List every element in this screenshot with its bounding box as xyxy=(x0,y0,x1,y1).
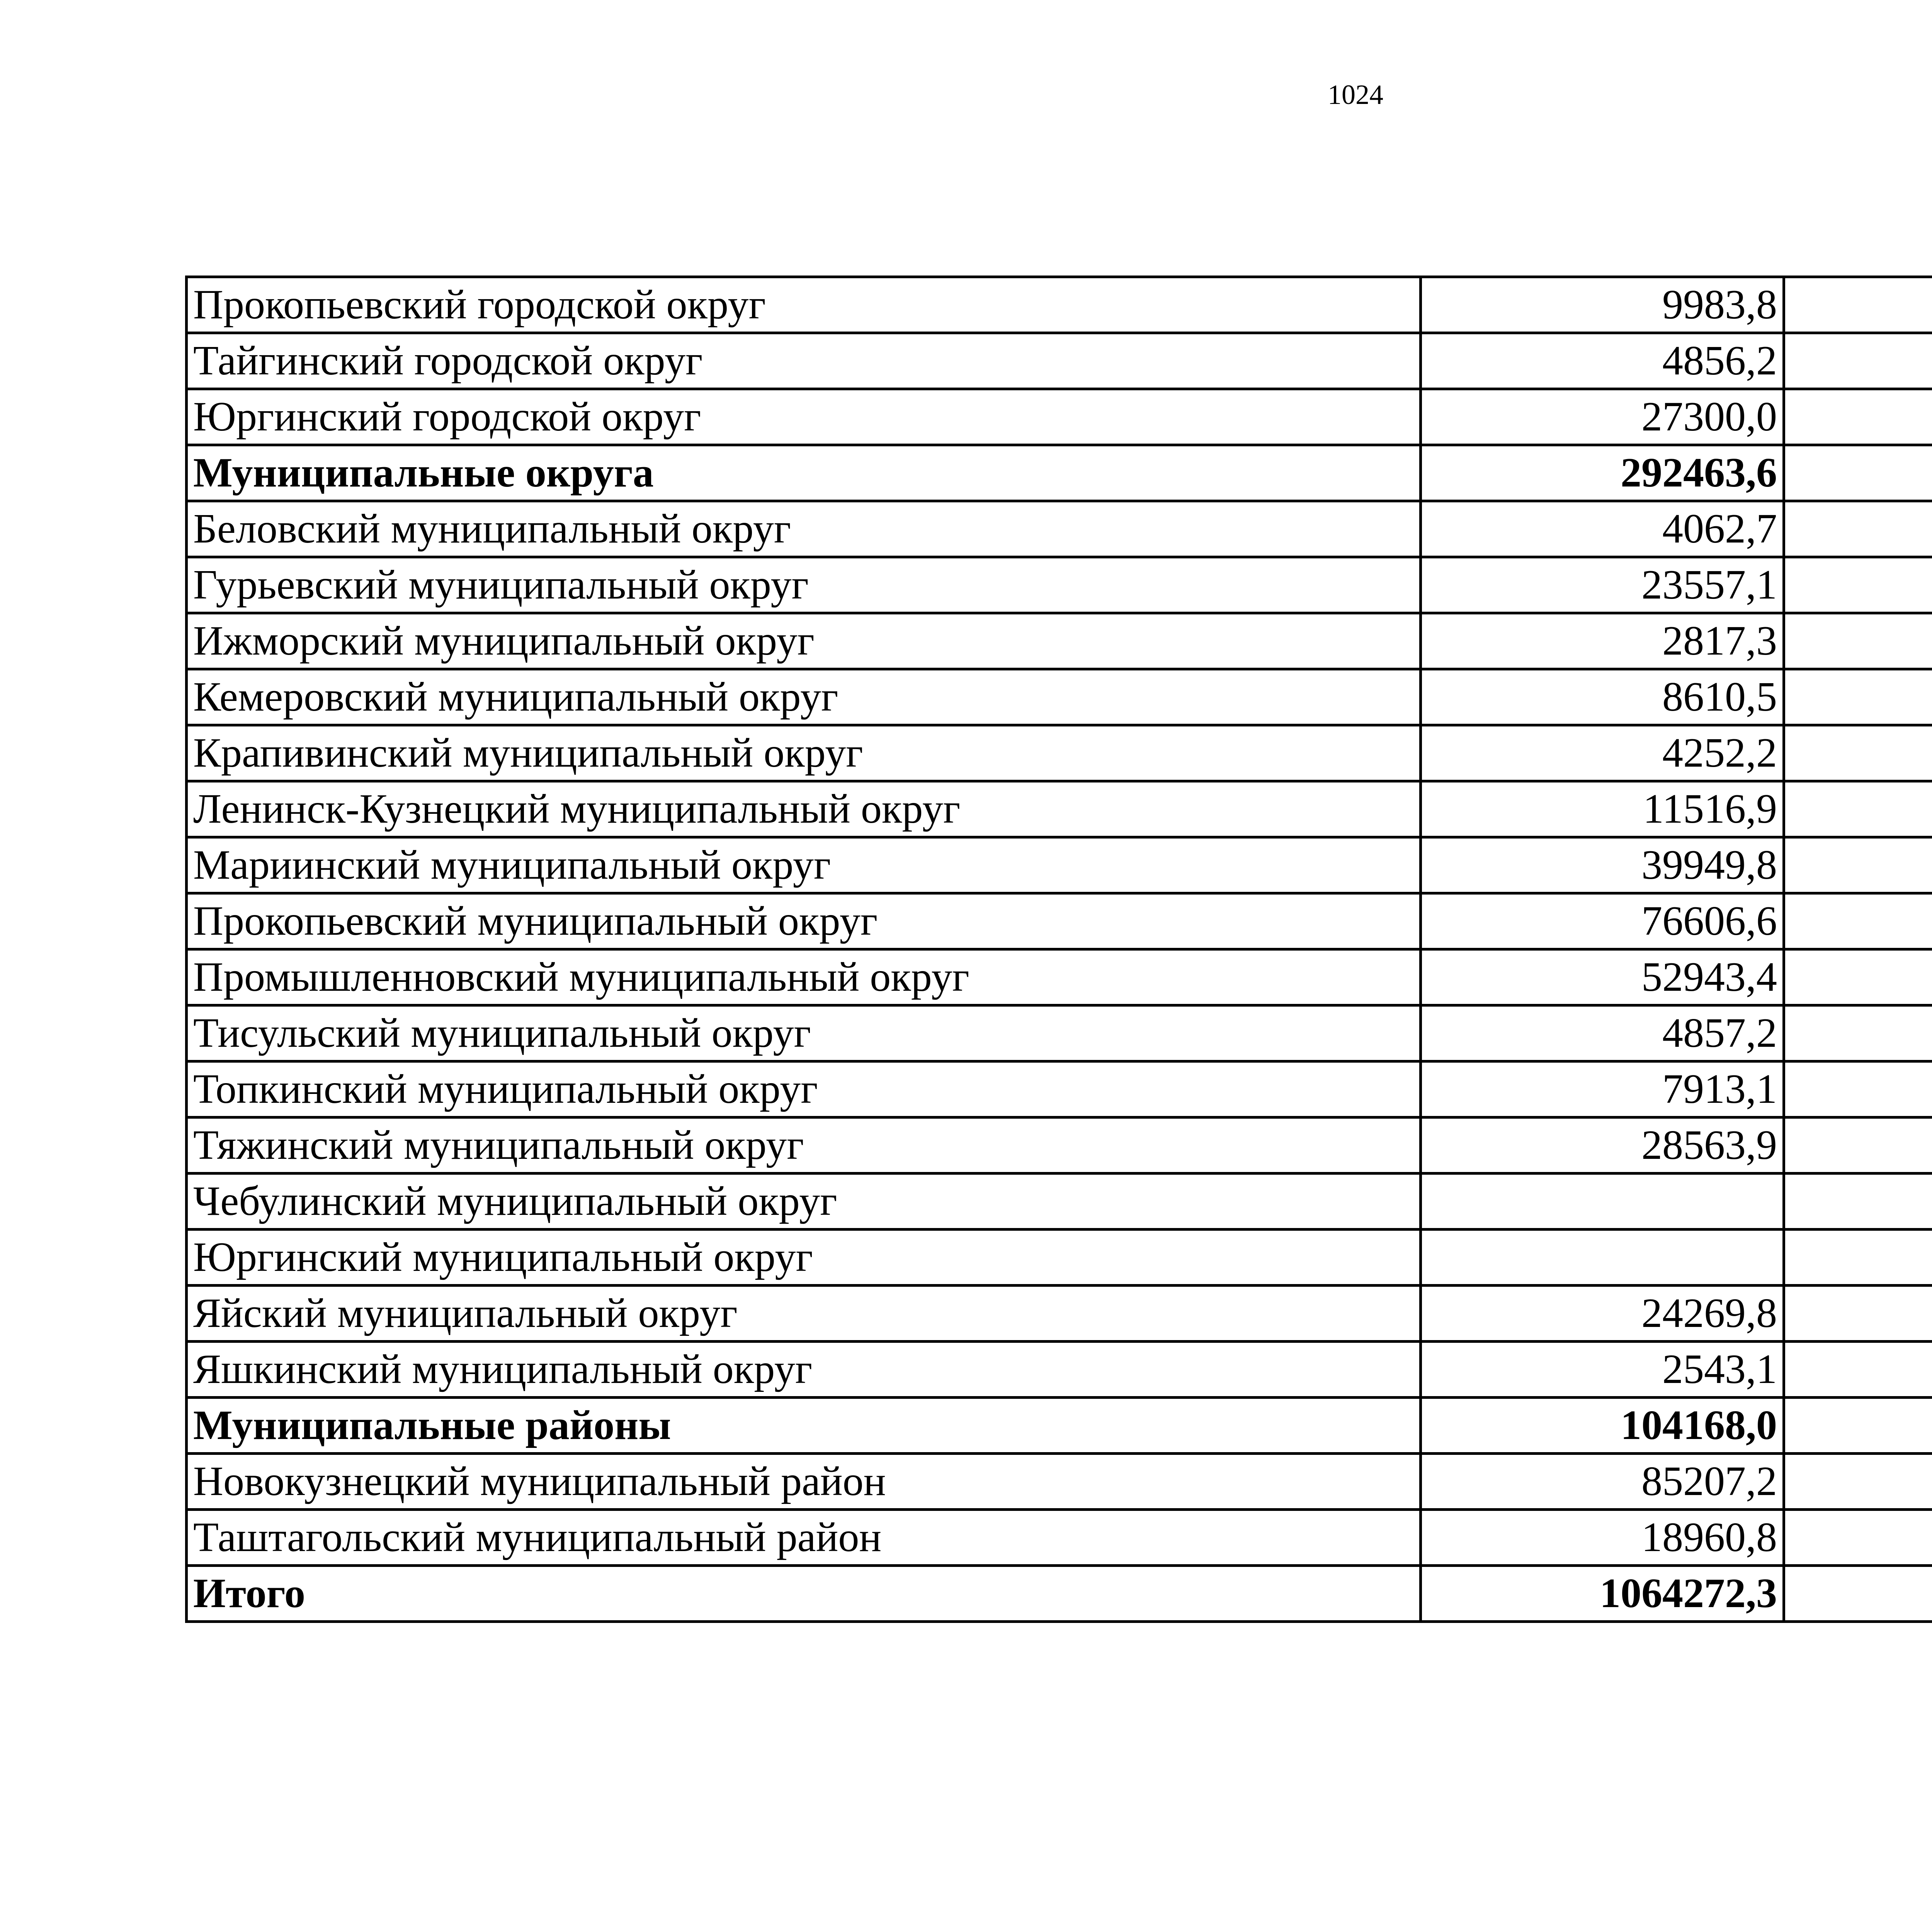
value-cell-1: 11516,9 xyxy=(1421,781,1784,837)
table-row xyxy=(187,893,1932,949)
value-cell-2 xyxy=(1784,949,1932,1005)
value-cell-2 xyxy=(1784,389,1932,445)
value-cell-1: 7913,1 xyxy=(1421,1061,1784,1118)
table-row xyxy=(187,1454,1932,1510)
value-cell-1: 27300,0 xyxy=(1421,389,1784,445)
value-cell-2 xyxy=(1784,725,1932,781)
row-name-cell: Таштагольский муниципальный район xyxy=(187,1510,1421,1566)
value-cell-1 xyxy=(1421,1174,1784,1230)
value-cell-1: 4252,2 xyxy=(1421,725,1784,781)
value-cell-2 xyxy=(1784,781,1932,837)
value-cell-2 xyxy=(1784,1118,1932,1174)
table-row xyxy=(187,389,1932,445)
row-name-cell: Тисульский муниципальный округ xyxy=(187,1005,1421,1061)
row-name-cell: Новокузнецкий муниципальный район xyxy=(187,1454,1421,1510)
row-name-cell: Ленинск-Кузнецкий муниципальный округ xyxy=(187,781,1421,837)
value-cell-2 xyxy=(1784,1005,1932,1061)
table-total-row xyxy=(187,1398,1932,1454)
value-cell-1: 4857,2 xyxy=(1421,1005,1784,1061)
value-cell-1: 8610,5 xyxy=(1421,669,1784,725)
page-number: 1024 xyxy=(1328,79,1383,110)
value-cell-1: 4856,2 xyxy=(1421,333,1784,389)
table-row xyxy=(187,1174,1932,1230)
value-cell-1: 292463,6 xyxy=(1421,445,1784,501)
value-cell-2 xyxy=(1784,557,1932,613)
table-row xyxy=(187,669,1932,725)
row-name-cell: Юргинский муниципальный округ xyxy=(187,1230,1421,1286)
value-cell-1: 28563,9 xyxy=(1421,1118,1784,1174)
value-cell-2 xyxy=(1784,333,1932,389)
allocation-table xyxy=(185,276,1932,1623)
table-row xyxy=(187,1510,1932,1566)
value-cell-2 xyxy=(1784,1174,1932,1230)
table-row xyxy=(187,781,1932,837)
table-row xyxy=(187,333,1932,389)
table-row xyxy=(187,1342,1932,1398)
table-row xyxy=(187,613,1932,669)
row-name-cell: Промышленновский муниципальный округ xyxy=(187,949,1421,1005)
row-name-cell: Кемеровский муниципальный округ xyxy=(187,669,1421,725)
value-cell-1: 23557,1 xyxy=(1421,557,1784,613)
row-name-cell: Юргинский городской округ xyxy=(187,389,1421,445)
value-cell-1: 9983,8 xyxy=(1421,277,1784,333)
row-name-cell: Прокопьевский городской округ xyxy=(187,277,1421,333)
value-cell-1: 104168,0 xyxy=(1421,1398,1784,1454)
table-total-row xyxy=(187,445,1932,501)
row-name-cell: Мариинский муниципальный округ xyxy=(187,837,1421,893)
row-name-cell: Тяжинский муниципальный округ xyxy=(187,1118,1421,1174)
value-cell-2 xyxy=(1784,1286,1932,1342)
value-cell-2 xyxy=(1784,501,1932,557)
value-cell-1: 39949,8 xyxy=(1421,837,1784,893)
value-cell-1 xyxy=(1421,1230,1784,1286)
row-name-cell: Яшкинский муниципальный округ xyxy=(187,1342,1421,1398)
value-cell-1: 1064272,3 xyxy=(1421,1566,1784,1622)
row-name-cell: Муниципальные округа xyxy=(187,445,1421,501)
value-cell-1: 76606,6 xyxy=(1421,893,1784,949)
value-cell-2 xyxy=(1784,1510,1932,1566)
row-name-cell: Итого xyxy=(187,1566,1421,1622)
table-row xyxy=(187,557,1932,613)
value-cell-2 xyxy=(1784,669,1932,725)
row-name-cell: Яйский муниципальный округ xyxy=(187,1286,1421,1342)
table-row xyxy=(187,837,1932,893)
value-cell-2 xyxy=(1784,1454,1932,1510)
value-cell-1: 18960,8 xyxy=(1421,1510,1784,1566)
table-row xyxy=(187,1118,1932,1174)
table-row xyxy=(187,277,1932,333)
value-cell-1: 85207,2 xyxy=(1421,1454,1784,1510)
table-row xyxy=(187,1230,1932,1286)
value-cell-2 xyxy=(1784,837,1932,893)
value-cell-1: 52943,4 xyxy=(1421,949,1784,1005)
value-cell-1: 24269,8 xyxy=(1421,1286,1784,1342)
table-row xyxy=(187,1286,1932,1342)
table-row xyxy=(187,1005,1932,1061)
value-cell-2 xyxy=(1784,1230,1932,1286)
table-row xyxy=(187,725,1932,781)
value-cell-1: 4062,7 xyxy=(1421,501,1784,557)
row-name-cell: Чебулинский муниципальный округ xyxy=(187,1174,1421,1230)
row-name-cell: Гурьевский муниципальный округ xyxy=(187,557,1421,613)
value-cell-1: 2543,1 xyxy=(1421,1342,1784,1398)
value-cell-1: 2817,3 xyxy=(1421,613,1784,669)
table-body xyxy=(187,277,1932,1622)
row-name-cell: Беловский муниципальный округ xyxy=(187,501,1421,557)
table-total-row xyxy=(187,1566,1932,1622)
row-name-cell: Тайгинский городской округ xyxy=(187,333,1421,389)
value-cell-2 xyxy=(1784,1342,1932,1398)
table-row xyxy=(187,501,1932,557)
row-name-cell: Топкинский муниципальный округ xyxy=(187,1061,1421,1118)
row-name-cell: Ижморский муниципальный округ xyxy=(187,613,1421,669)
value-cell-2 xyxy=(1784,893,1932,949)
value-cell-2 xyxy=(1784,445,1932,501)
table-row xyxy=(187,1061,1932,1118)
value-cell-2 xyxy=(1784,1566,1932,1622)
value-cell-2 xyxy=(1784,1398,1932,1454)
row-name-cell: Прокопьевский муниципальный округ xyxy=(187,893,1421,949)
row-name-cell: Крапивинский муниципальный округ xyxy=(187,725,1421,781)
value-cell-2 xyxy=(1784,613,1932,669)
value-cell-2 xyxy=(1784,277,1932,333)
table-row xyxy=(187,949,1932,1005)
row-name-cell: Муниципальные районы xyxy=(187,1398,1421,1454)
value-cell-2 xyxy=(1784,1061,1932,1118)
